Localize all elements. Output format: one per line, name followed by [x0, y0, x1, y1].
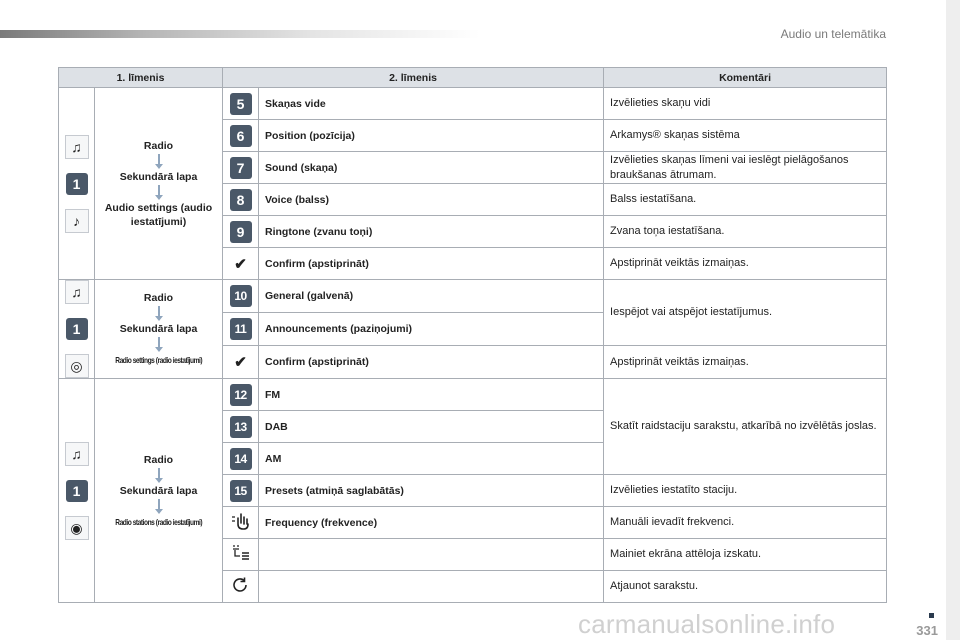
header-comments: Komentāri: [604, 68, 887, 88]
page-number: 331: [916, 623, 938, 638]
radio-settings-icon: ◎: [65, 354, 89, 378]
option-name: Position (pozīcija): [259, 120, 604, 152]
number-badge: 12: [230, 384, 252, 406]
option-comment: Zvana toņa iestatīšana.: [604, 216, 887, 248]
badge-cell: [223, 346, 259, 379]
arrow-down-icon: [158, 154, 160, 165]
number-badge: 14: [230, 448, 252, 470]
option-name: Sound (skaņa): [259, 152, 604, 184]
display-layout-icon: [230, 543, 252, 563]
table-header-row: [59, 68, 887, 88]
option-name: [259, 539, 604, 571]
option-comment: Manuāli ievadīt frekvenci.: [604, 507, 887, 539]
badge-cell: [223, 280, 259, 313]
option-comment: Apstiprināt veiktās izmaiņas.: [604, 346, 887, 379]
badge-cell: [223, 248, 259, 280]
checkmark-icon: ✔: [234, 354, 247, 371]
path-radio-stations: Radio stations (radio iestatījumi): [115, 516, 202, 527]
path-secondary-page: Sekundārā lapa: [119, 484, 198, 497]
level1-cell: [59, 379, 95, 603]
path-secondary-page: Sekundārā lapa: [119, 170, 198, 183]
level1-cell: [59, 280, 95, 379]
arrow-down-icon: [158, 468, 160, 479]
badge-cell: [223, 539, 259, 571]
badge-cell: [223, 184, 259, 216]
option-comment: Arkamys® skaņas sistēma: [604, 120, 887, 152]
path-radio: Radio: [143, 139, 174, 152]
path-radio: Radio: [143, 292, 174, 304]
option-name: FM: [259, 379, 604, 411]
option-comment: Skatīt raidstaciju sarakstu, atkarībā no izvēlētās joslas.: [604, 379, 887, 475]
badge-cell: [223, 120, 259, 152]
arrow-down-icon: [158, 306, 160, 317]
badge-cell: [223, 313, 259, 346]
option-name: General (galvenā): [259, 280, 604, 313]
path-radio: Radio: [143, 453, 174, 466]
option-name: [259, 571, 604, 603]
number-badge: 6: [230, 125, 252, 147]
number-badge: 5: [230, 93, 252, 115]
badge-cell: [223, 379, 259, 411]
option-name: Frequency (frekvence): [259, 507, 604, 539]
number-badge: 13: [230, 416, 252, 438]
badge-cell: [223, 152, 259, 184]
number-badge: 10: [230, 285, 252, 307]
option-name: DAB: [259, 411, 604, 443]
option-comment: Iespējot vai atspējot iestatījumus.: [604, 280, 887, 346]
badge-cell: [223, 475, 259, 507]
badge-cell: [223, 216, 259, 248]
table-row: [59, 280, 887, 313]
option-name: Confirm (apstiprināt): [259, 248, 604, 280]
badge-cell: [223, 507, 259, 539]
option-name: Confirm (apstiprināt): [259, 346, 604, 379]
number-badge: 11: [230, 318, 252, 340]
page-marker: [929, 613, 934, 618]
option-comment: Izvēlieties skaņu vidi: [604, 88, 887, 120]
settings-table: [58, 67, 887, 603]
level1-badge: 1: [66, 480, 88, 502]
music-note-icon: ♫: [65, 442, 89, 466]
table-row: [59, 379, 887, 411]
option-comment: Atjaunot sarakstu.: [604, 571, 887, 603]
arrow-down-icon: [158, 185, 160, 196]
option-name: Presets (atmiņā saglabātās): [259, 475, 604, 507]
refresh-icon: [230, 575, 252, 595]
menu-path-cell: [95, 88, 223, 280]
badge-cell: [223, 443, 259, 475]
section-title: Audio un telemātika: [780, 27, 886, 41]
option-comment: Mainiet ekrāna attēloja izskatu.: [604, 539, 887, 571]
option-name: Announcements (paziņojumi): [259, 313, 604, 346]
option-comment: Apstiprināt veiktās izmaiņas.: [604, 248, 887, 280]
option-name: AM: [259, 443, 604, 475]
page-edge-strip: [946, 0, 960, 640]
option-name: Ringtone (zvanu toņi): [259, 216, 604, 248]
option-name: Voice (balss): [259, 184, 604, 216]
badge-cell: [223, 571, 259, 603]
menu-path-cell: [95, 379, 223, 603]
level1-cell: [59, 88, 95, 280]
arrow-down-icon: [158, 499, 160, 510]
header-level2: 2. līmenis: [223, 68, 604, 88]
badge-cell: [223, 411, 259, 443]
watermark: carmanualsonline.info: [578, 609, 836, 639]
radio-stations-icon: ◉: [65, 516, 89, 540]
path-radio-settings: Radio settings (radio iestatījumi): [115, 355, 202, 365]
option-name: Skaņas vide: [259, 88, 604, 120]
checkmark-icon: ✔: [234, 255, 247, 273]
level1-badge: 1: [66, 173, 88, 195]
path-secondary-page: Sekundārā lapa: [119, 323, 198, 335]
music-note-icon: ♫: [65, 280, 89, 304]
number-badge: 7: [230, 157, 252, 179]
badge-cell: [223, 88, 259, 120]
table-row: [59, 88, 887, 120]
option-comment: Izvēlieties skaņas līmeni vai ieslēgt pielāgošanos braukšanas ātrumam.: [604, 152, 887, 184]
music-note-icon: ♫: [65, 135, 89, 159]
option-comment: Izvēlieties iestatīto staciju.: [604, 475, 887, 507]
audio-settings-icon: ♪: [65, 209, 89, 233]
header-level1: 1. līmenis: [59, 68, 223, 88]
header-gradient-bar: [0, 30, 480, 38]
number-badge: 9: [230, 221, 252, 243]
option-comment: Balss iestatīšana.: [604, 184, 887, 216]
level1-badge: 1: [66, 318, 88, 340]
path-audio-settings: Audio settings (audio iestatījumi): [104, 201, 213, 228]
menu-path-cell: [95, 280, 223, 379]
arrow-down-icon: [158, 337, 160, 348]
touch-frequency-icon: [230, 511, 252, 531]
number-badge: 8: [230, 189, 252, 211]
number-badge: 15: [230, 480, 252, 502]
